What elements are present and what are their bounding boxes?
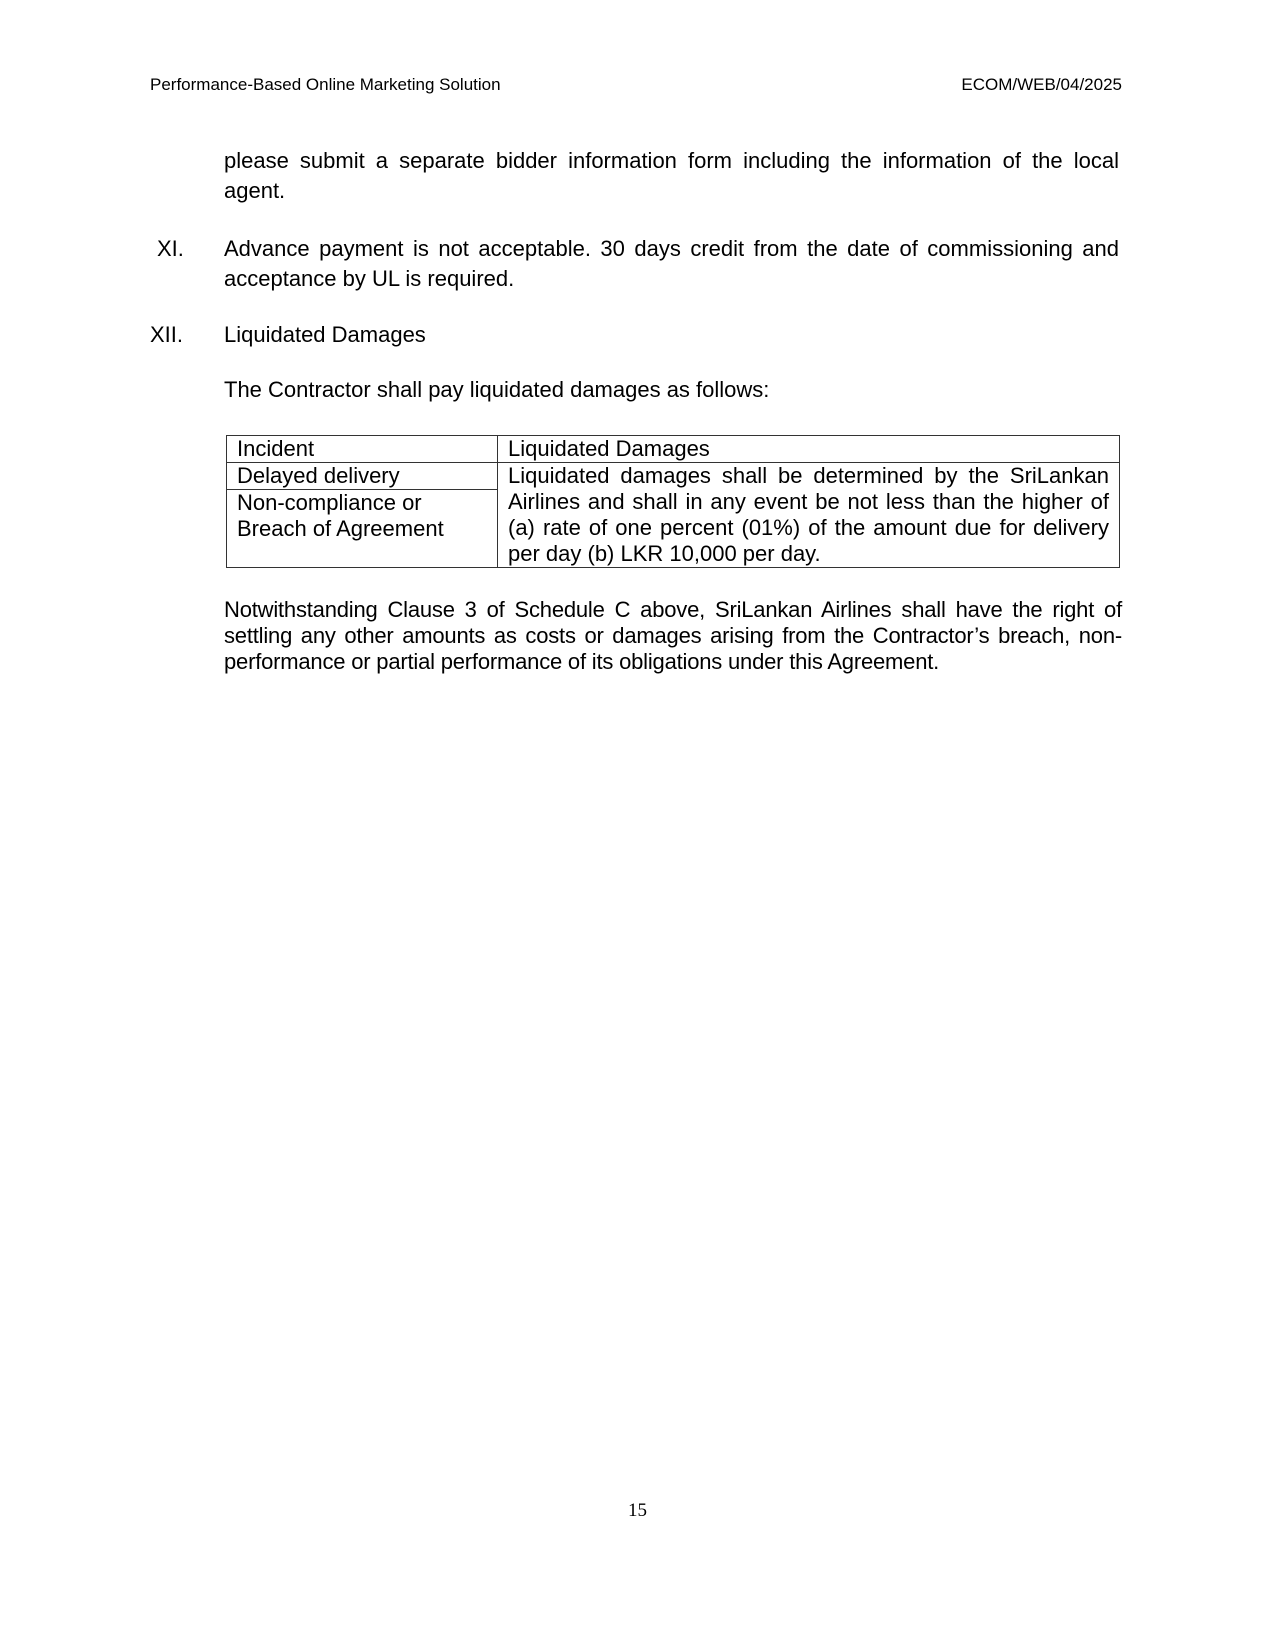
item-text-liquidated-damages: Liquidated Damages (224, 322, 426, 347)
table-header-row (227, 436, 1120, 463)
table-cell-incident: Delayed delivery (227, 463, 498, 490)
item-text-advance-payment: Advance payment is not acceptable. 30 days credit from the date of commissioning and acceptance by UL is required. (224, 236, 1119, 291)
document-reference: ECOM/WEB/04/2025 (961, 75, 1122, 94)
table-row (227, 463, 1120, 490)
closing-paragraph: Notwithstanding Clause 3 of Schedule C above, SriLankan Airlines shall have the right of settling any other amounts as costs or damages arising from the Contractor’s breach, non-performance or partial performance of its obligations under this Agreement. (224, 597, 1122, 674)
liquidated-intro: The Contractor shall pay liquidated damages as follows: (224, 377, 770, 402)
item-number-xii: XII. (150, 322, 184, 347)
intro-paragraph: please submit a separate bidder information form including the information of the local agent. (224, 148, 1119, 203)
table-cell-incident: Non-compliance or Breach of Agreement (227, 490, 498, 568)
table-header-liquidated-damages: Liquidated Damages (498, 436, 1120, 463)
document-title: Performance-Based Online Marketing Solution (150, 75, 501, 94)
item-number-xi: XI. (157, 236, 184, 261)
page-number: 15 (628, 1500, 647, 1521)
table-header-incident: Incident (227, 436, 498, 463)
table-cell-damages-description: Liquidated damages shall be determined by the SriLankan Airlines and shall in any event be not less than the higher of (a) rate of one percent (01%) of the amount due for delivery per day (b) LKR 10,000 per day. (498, 463, 1120, 568)
liquidated-damages-table (226, 435, 1120, 568)
